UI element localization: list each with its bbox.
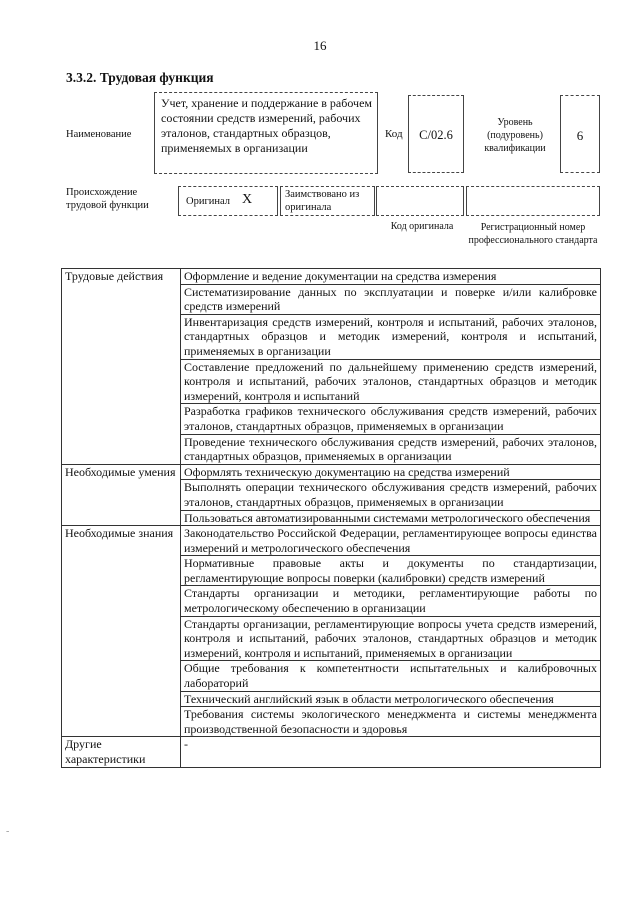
function-name: Учет, хранение и поддержание в рабочем состоянии средств измерений, рабочих эталонов, стандартных образцов, применяемых в организации [161,96,373,155]
table-cell: Выполнять операции технического обслуживания средств измерений, рабочих эталонов, стандартных образцов, применяемых в организации [181,480,601,510]
table-cell: Составление предложений по дальнейшему применению средств измерений, контроля и испытаний, рабочих эталонов, стандартных образцов и методик измерений, контроля и испытаний [181,359,601,404]
reg-number-cell [466,186,600,216]
original-code-caption: Код оригинала [390,221,454,232]
table-row [62,526,601,556]
table-cell: Проведение технического обслуживания средств измерений, рабочих эталонов, стандартных образцов, применяемых в организации [181,434,601,464]
reg-number-caption: Регистрационный номер профессионального стандарта [468,222,598,246]
category-cell: Необходимые знания [62,526,181,737]
table-cell: Общие требования к компетентности испытательных и калибровочных лабораторий [181,661,601,691]
category-cell: Другие характеристики [62,737,181,767]
table-cell: - [181,737,601,767]
table-cell: Требования системы экологического менеджмента и системы менеджмента производственной безопасности и здоровья [181,707,601,737]
category-cell: Трудовые действия [62,269,181,465]
table-cell: Законодательство Российской Федерации, регламентирующее вопросы единства измерений и метрологического обеспечения [181,526,601,556]
page-number: 16 [313,38,327,53]
original-code-cell [376,186,464,216]
function-table [61,268,601,768]
table-cell: Пользоваться автоматизированными системами метрологического обеспечения [181,510,601,526]
level-value: 6 [576,128,584,143]
table-cell: Нормативные правовые акты и документы по стандартизации, регламентирующие вопросы поверки (калибровки) средств измерений [181,556,601,586]
level-label: Уровень (подуровень) квалификации [484,117,546,154]
table-row [62,269,601,285]
table-cell: Стандарты организации, регламентирующие вопросы учета средств измерений, контроля и испытаний, рабочих эталонов, стандартных образцов и методик измерений, контроля и испытаний, применяемых в организации [181,616,601,661]
origin-label: Происхождение трудовой функции [66,187,149,211]
category-cell: Необходимые умения [62,464,181,525]
table-cell: Стандарты организации и методики, регламентирующие работы по метрологическому обеспечению в организации [181,586,601,616]
table-row [62,737,601,767]
table-cell: Оформление и ведение документации на средства измерения [181,269,601,285]
table-row [62,464,601,480]
section-title: 3.3.2. Трудовая функция [66,70,214,85]
table-cell: Инвентаризация средств измерений, контроля и испытаний, рабочих эталонов, стандартных образцов и методик измерений, контроля и испытаний, применяемых в организации [181,314,601,359]
name-label: Наименование [66,129,132,140]
code-label: Код [385,128,403,140]
table-cell: Разработка графиков технического обслуживания средств измерений, рабочих эталонов, стандартных образцов, применяемых в организации [181,404,601,434]
table-cell: Технический английский язык в области метрологического обеспечения [181,691,601,707]
side-mark: - [6,826,10,837]
original-mark: X [242,192,253,207]
borrowed-label: Заимствовано из оригинала [285,189,360,213]
table-cell: Оформлять техническую документацию на средства измерений [181,464,601,480]
code-value: С/02.6 [419,128,453,142]
original-label: Оригинал [186,196,230,207]
table-cell: Систематизирование данных по эксплуатации и поверке и/или калибровке средств измерений [181,284,601,314]
